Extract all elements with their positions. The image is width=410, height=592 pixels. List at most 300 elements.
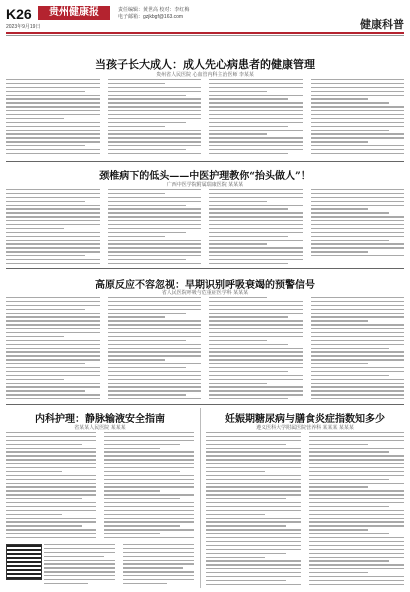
text-line [209, 328, 303, 329]
text-line [6, 518, 96, 519]
text-line [44, 567, 115, 568]
text-line [6, 371, 100, 372]
text-line [311, 309, 405, 310]
text-line [311, 328, 405, 329]
text-line [311, 348, 390, 349]
text-line [108, 153, 202, 154]
text-line [104, 529, 194, 530]
text-line [206, 475, 301, 476]
text-line [206, 490, 301, 491]
text-line [104, 459, 194, 460]
article-4-body [6, 432, 194, 542]
text-line [309, 506, 389, 507]
text-line [311, 216, 405, 217]
text-line [209, 110, 303, 111]
text-line [108, 118, 202, 119]
text-line [309, 529, 368, 530]
text-line [311, 91, 405, 92]
text-line [311, 114, 405, 115]
text-line [309, 490, 404, 491]
text-line [104, 506, 194, 507]
text-line [309, 584, 404, 585]
text-line [6, 394, 100, 395]
article-1-byline: 贵州省人民医院 心血管内科主治医师 李某某 [156, 72, 254, 78]
issue-date: 2023年9月19日 [6, 24, 41, 30]
text-line [311, 379, 405, 380]
text-line [44, 579, 115, 580]
text-line [104, 471, 180, 472]
text-line [209, 336, 303, 337]
text-line [104, 440, 194, 441]
text-line [311, 247, 405, 248]
text-line [108, 247, 202, 248]
text-line [108, 220, 202, 221]
text-line [44, 544, 115, 545]
text-line [108, 375, 202, 376]
text-line [311, 141, 369, 142]
text-line [108, 201, 202, 202]
text-line [311, 320, 369, 321]
text-line [309, 576, 404, 577]
text-line [104, 490, 160, 491]
text-line [108, 379, 202, 380]
text-line [108, 149, 187, 150]
text-line [209, 98, 288, 99]
text-line [311, 149, 405, 150]
text-line [6, 479, 96, 480]
newspaper-brand: 贵州健康报 [38, 6, 110, 20]
text-line [108, 98, 202, 99]
text-line [6, 432, 96, 433]
text-line [311, 137, 405, 138]
text-line [209, 320, 303, 321]
text-line [6, 521, 96, 522]
text-line [104, 463, 194, 464]
text-line [206, 436, 301, 437]
text-line [206, 568, 301, 569]
text-line [6, 130, 100, 131]
text-line [309, 479, 389, 480]
text-line [309, 537, 404, 538]
text-line [309, 444, 368, 445]
text-line [6, 133, 100, 134]
text-line [311, 363, 369, 364]
text-line [108, 141, 202, 142]
text-line [6, 224, 100, 225]
text-line [6, 336, 64, 337]
text-line [206, 525, 286, 526]
article-2-body [6, 189, 404, 265]
text-line [209, 79, 303, 80]
text-line [108, 390, 202, 391]
text-line [6, 145, 85, 146]
text-line [209, 83, 303, 84]
text-line [108, 126, 166, 127]
text-line [6, 324, 100, 325]
text-line [44, 560, 115, 561]
text-line [6, 537, 96, 538]
text-line [6, 506, 96, 507]
text-line [44, 575, 115, 576]
text-line [311, 340, 405, 341]
text-line [108, 208, 202, 209]
text-line [311, 98, 369, 99]
article-4-byline: 省某某人民医院 某某某 [74, 425, 126, 431]
text-line [311, 189, 405, 190]
text-line [311, 344, 405, 345]
text-line [6, 486, 96, 487]
text-line [108, 259, 187, 260]
text-line [6, 383, 100, 384]
text-line [311, 351, 405, 352]
text-line [6, 79, 100, 80]
text-line [104, 455, 194, 456]
text-line [108, 216, 202, 217]
text-line [206, 549, 301, 550]
text-line [6, 320, 100, 321]
text-line [123, 575, 194, 576]
text-line [6, 91, 85, 92]
text-line [108, 228, 202, 229]
text-line [311, 126, 405, 127]
text-line [108, 255, 202, 256]
text-line [6, 533, 96, 534]
text-line [108, 212, 202, 213]
text-line [6, 475, 96, 476]
text-line [44, 583, 88, 584]
text-line [108, 145, 202, 146]
text-line [311, 110, 405, 111]
text-line [309, 467, 404, 468]
text-line [108, 130, 202, 131]
text-line [309, 455, 404, 456]
text-line [6, 106, 100, 107]
text-line [108, 371, 202, 372]
text-line [206, 448, 301, 449]
text-line [309, 432, 404, 433]
text-line [6, 351, 100, 352]
text-line [209, 212, 303, 213]
text-line [209, 197, 303, 198]
text-line [209, 340, 267, 341]
text-line [123, 556, 194, 557]
article-1-title: 当孩子长大成人：成人先心病患者的健康管理 [95, 58, 315, 71]
text-line [206, 486, 301, 487]
text-line [209, 95, 303, 96]
text-line [209, 153, 288, 154]
text-line [309, 549, 404, 550]
text-line [209, 394, 303, 395]
text-line [108, 122, 187, 123]
text-line [209, 386, 303, 387]
text-line [108, 344, 202, 345]
text-line [209, 305, 303, 306]
text-line [6, 471, 62, 472]
text-line [309, 557, 404, 558]
text-line [6, 444, 82, 445]
text-line [6, 459, 96, 460]
text-line [6, 98, 100, 99]
text-line [309, 440, 404, 441]
text-line [311, 95, 405, 96]
text-line [6, 297, 100, 298]
text-line [104, 432, 194, 433]
text-line [108, 305, 202, 306]
article-1-body [6, 79, 404, 157]
text-line [209, 379, 303, 380]
text-line [311, 332, 405, 333]
text-line [311, 383, 405, 384]
text-line [206, 502, 301, 503]
text-line [108, 251, 202, 252]
text-line [108, 367, 187, 368]
text-line [6, 259, 100, 260]
text-line [209, 309, 303, 310]
text-line [6, 502, 96, 503]
text-line [309, 471, 404, 472]
text-line [209, 145, 303, 146]
text-line [311, 367, 405, 368]
text-line [209, 316, 288, 317]
section-name: 健康科普 [360, 19, 404, 31]
text-line [209, 114, 303, 115]
text-line [6, 87, 100, 88]
text-line [206, 553, 286, 554]
text-line [108, 332, 202, 333]
text-line [209, 263, 288, 264]
text-line [309, 521, 404, 522]
text-line [206, 533, 301, 534]
text-line [311, 251, 369, 252]
text-line [6, 243, 100, 244]
text-line [309, 463, 404, 464]
text-line [108, 301, 202, 302]
text-line [108, 324, 202, 325]
text-line [311, 224, 405, 225]
text-line [209, 375, 303, 376]
text-line [104, 479, 194, 480]
text-line [206, 463, 301, 464]
text-line [209, 313, 303, 314]
text-line [209, 102, 303, 103]
text-line [108, 348, 202, 349]
article-2-byline: 广西中医学院附属瑞康医院 某某某 [166, 182, 244, 188]
text-line [6, 263, 100, 264]
text-line [6, 440, 96, 441]
editor-info [118, 7, 189, 21]
text-line [123, 560, 194, 561]
text-line [104, 494, 194, 495]
text-line [108, 232, 187, 233]
text-line [44, 571, 115, 572]
text-line [44, 548, 115, 549]
text-line [209, 243, 267, 244]
article-4-title: 内科护理：静脉输液安全指南 [35, 414, 165, 425]
text-line [311, 305, 405, 306]
text-line [311, 220, 405, 221]
text-line [104, 444, 180, 445]
text-line [209, 247, 303, 248]
text-line [206, 557, 265, 558]
text-line [104, 448, 160, 449]
text-line [108, 106, 202, 107]
text-line [209, 255, 303, 256]
text-line [6, 118, 64, 119]
text-line [209, 259, 303, 260]
text-line [209, 189, 303, 190]
text-line [6, 448, 96, 449]
divider-2 [6, 268, 404, 269]
text-line [309, 483, 404, 484]
text-line [108, 355, 202, 356]
text-line [6, 348, 100, 349]
text-line [206, 440, 301, 441]
text-line [209, 359, 303, 360]
text-line [108, 83, 166, 84]
text-line [6, 313, 100, 314]
text-line [6, 367, 100, 368]
text-line [209, 390, 303, 391]
text-line [104, 533, 160, 534]
text-line [108, 240, 202, 241]
text-line [206, 580, 286, 581]
text-line [123, 563, 194, 564]
text-line [6, 126, 100, 127]
text-line [311, 371, 405, 372]
text-line [209, 332, 303, 333]
text-line [44, 563, 115, 564]
text-line [309, 475, 404, 476]
text-line [6, 436, 96, 437]
text-line [209, 348, 303, 349]
column-divider [200, 408, 201, 588]
text-line [206, 541, 301, 542]
text-line [206, 545, 301, 546]
text-line [6, 201, 85, 202]
text-line [108, 328, 202, 329]
text-line [311, 390, 405, 391]
text-line [108, 320, 202, 321]
text-line [309, 525, 404, 526]
page-header [6, 4, 404, 34]
text-line [209, 367, 303, 368]
text-line [209, 201, 267, 202]
text-line [104, 436, 194, 437]
text-line [311, 255, 405, 256]
text-line [209, 149, 303, 150]
text-line [108, 309, 202, 310]
text-line [309, 436, 404, 437]
text-line [6, 498, 82, 499]
text-line [311, 87, 405, 88]
text-line [311, 122, 405, 123]
text-line [44, 552, 115, 553]
text-line [6, 153, 100, 154]
text-line [6, 455, 96, 456]
text-line [309, 494, 404, 495]
text-line [108, 193, 166, 194]
text-line [6, 514, 62, 515]
text-line [209, 351, 303, 352]
text-line [311, 375, 390, 376]
text-line [6, 305, 100, 306]
text-line [206, 572, 301, 573]
header-rule [6, 32, 404, 34]
text-line [104, 486, 194, 487]
text-line [311, 106, 405, 107]
text-line [209, 216, 303, 217]
text-line [6, 386, 100, 387]
article-5-body [206, 432, 404, 588]
text-line [311, 193, 405, 194]
text-line [209, 91, 267, 92]
text-line [209, 363, 303, 364]
text-line [309, 533, 389, 534]
text-line [206, 483, 301, 484]
text-line [311, 208, 369, 209]
article-3-title: 高原反应不容忽视：早期识别呼吸衰竭的预警信号 [95, 280, 315, 291]
text-line [309, 498, 404, 499]
text-line [6, 494, 96, 495]
text-line [108, 340, 187, 341]
article-3-body [6, 297, 404, 401]
email-line: 电子邮箱：gzjkbgf@163.com [118, 14, 184, 20]
text-line [6, 363, 85, 364]
text-line [309, 459, 404, 460]
text-line [206, 455, 301, 456]
text-line [6, 247, 100, 248]
text-line [309, 580, 404, 581]
text-line [104, 510, 194, 511]
text-line [206, 432, 301, 433]
text-line [123, 579, 194, 580]
text-line [209, 122, 303, 123]
text-line [108, 359, 166, 360]
text-line [206, 510, 301, 511]
divider-3 [6, 404, 404, 405]
text-line [311, 394, 405, 395]
text-line [108, 224, 202, 225]
text-line [6, 149, 100, 150]
text-line [311, 355, 405, 356]
text-line [311, 145, 405, 146]
text-line [6, 463, 96, 464]
text-line [311, 201, 405, 202]
text-line [6, 375, 100, 376]
text-line [309, 560, 389, 561]
text-line [209, 87, 303, 88]
text-line [6, 95, 100, 96]
text-line [108, 263, 202, 264]
text-line [311, 212, 390, 213]
text-line [206, 537, 301, 538]
text-line [311, 205, 405, 206]
text-line [206, 506, 301, 507]
text-line [108, 316, 166, 317]
text-line [311, 336, 405, 337]
text-line [206, 560, 301, 561]
text-line [206, 451, 301, 452]
text-line [6, 490, 96, 491]
text-line [206, 494, 301, 495]
text-line [209, 251, 303, 252]
text-line [6, 228, 64, 229]
text-line [209, 371, 288, 372]
text-line [6, 141, 100, 142]
text-line [311, 301, 405, 302]
text-line [104, 521, 194, 522]
text-line [209, 297, 267, 298]
